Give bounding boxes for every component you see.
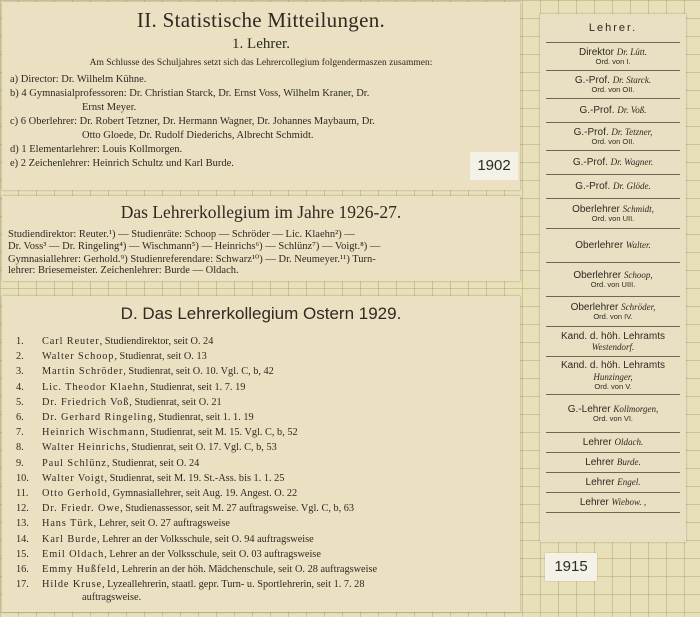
cell-subtitle: Ord. von V.	[594, 382, 632, 392]
teacher-details: , Studienrat, seit 1. 7. 19	[144, 381, 246, 393]
list-item	[16, 397, 222, 408]
table-cell	[546, 228, 680, 263]
clipping-1902-heading: II. Statistische Mitteilungen.	[136, 8, 386, 32]
cell-name: Burde.	[616, 457, 641, 468]
cell-name: Hunzinger,	[593, 371, 633, 382]
staff-line: Gymnasiallehrer: Gerhold.⁹) Studienreferendare: Schwarz¹⁰) — Dr. Neumeyer.¹¹) Turn-	[8, 254, 376, 265]
cell-title: G.-Prof.	[575, 181, 611, 193]
teacher-name: Lic. Theodor Klaehn	[42, 381, 145, 393]
item-number: 17.	[16, 579, 29, 591]
list-item	[16, 488, 297, 499]
cell-title: Oberlehrer	[570, 301, 619, 313]
item-number: 14.	[16, 533, 29, 545]
teacher-name: Dr. Gerhard Ringeling	[42, 412, 154, 423]
item-number: 5.	[16, 396, 24, 408]
cell-name: Schröder,	[621, 301, 656, 312]
teacher-name: Walter Schoop	[42, 351, 115, 363]
teacher-details: , Gymnasiallehrer, seit Aug. 19. Angest. O. 22	[107, 488, 298, 499]
table-cell	[546, 452, 680, 473]
cell-name: Westendorf.	[591, 342, 635, 352]
table-cell	[546, 356, 680, 395]
staff-line: b) 4 Gymnasialprofessoren: Dr. Christian Starck, Dr. Ernst Voss, Wilhelm Kraner, Dr.	[10, 88, 370, 99]
teacher-details: , Studienrat, seit O. 21	[129, 396, 222, 408]
staff-line: e) 2 Zeichenlehrer: Heinrich Schultz und Karl Burde.	[10, 158, 234, 169]
teacher-name: Emil Oldach	[42, 548, 105, 560]
item-number: 7.	[16, 427, 24, 439]
teacher-details: , Studienrat, seit O. 24	[106, 457, 200, 469]
list-item	[16, 336, 213, 347]
table-cell	[546, 198, 680, 229]
list-item	[16, 564, 377, 575]
clipping-1926-27	[2, 196, 520, 281]
list-item	[16, 518, 230, 529]
teacher-name: Karl Burde	[42, 533, 98, 545]
cell-name: Engel.	[617, 477, 641, 488]
cell-name: Dr. Lütt.	[616, 46, 648, 57]
teacher-details: , Studienrat, seit O. 13	[114, 351, 207, 363]
cell-subtitle: Ord. von VI.	[592, 414, 634, 424]
cell-subtitle: Ord. von I.	[595, 57, 631, 67]
cell-title: Lehrer	[579, 497, 609, 509]
staff-line: Otto Gloede, Dr. Rudolf Diederichs, Albrecht Schmidt.	[82, 130, 314, 141]
staff-line: c) 6 Oberlehrer: Dr. Robert Tetzner, Dr. Hermann Wagner, Dr. Johannes Maybaum, Dr.	[10, 116, 375, 127]
item-number: 9.	[16, 457, 24, 469]
item-number: 4.	[16, 381, 24, 393]
clipping-1902	[2, 2, 520, 190]
teacher-details: , Lyzeallehrerin, staatl. gepr. Turn- u. Sportlehrerin, seit 1. 7. 28	[101, 579, 365, 591]
cell-subtitle: Ord. von OII.	[591, 137, 635, 147]
cell-title: Kand. d. höh. Lehramts	[561, 360, 665, 372]
clipping-1929-heading: D. Das Lehrerkollegium Ostern 1929.	[120, 304, 402, 323]
cell-name: Kollmorgen,	[613, 403, 659, 414]
item-number: 15.	[16, 548, 29, 560]
cell-title: G.-Prof.	[579, 105, 615, 117]
item-number: 11.	[16, 488, 29, 499]
list-item	[16, 351, 207, 362]
item-number: 16.	[16, 564, 29, 575]
cell-title: Kand. d. höh. Lehramts	[561, 330, 665, 342]
table-cell	[546, 98, 680, 123]
list-continuation: auftragsweise.	[82, 592, 142, 603]
cell-subtitle: Ord. von OII.	[591, 85, 635, 95]
cell-name: Schmidt,	[622, 203, 654, 214]
cell-name: Dr. Wagner.	[610, 157, 654, 168]
teacher-name: Martin Schröder	[42, 366, 124, 378]
teacher-name: Walter Voigt	[42, 472, 105, 484]
year-label-1915: 1915	[545, 553, 597, 581]
teacher-name: Walter Heinrichs	[42, 442, 127, 454]
list-item	[16, 534, 314, 545]
teacher-details: , Studienrat, seit M. 19. St.-Ass. bis 1. 1. 25	[104, 472, 285, 484]
teacher-name: Emmy Hußfeld	[42, 564, 117, 575]
table-cell	[546, 70, 680, 99]
item-number: 13.	[16, 518, 29, 530]
teacher-details: , Lehrerin an der höh. Mädchenschule, seit O. 28 auftragsweise	[116, 564, 378, 575]
teacher-details: , Studienrat, seit O. 10. Vgl. C, b, 42	[123, 366, 274, 378]
list-item	[16, 549, 321, 560]
list-item	[16, 366, 274, 377]
table-cell	[546, 492, 680, 513]
cell-title: G.-Prof.	[572, 157, 608, 169]
teacher-name: Hans Türk	[42, 518, 94, 530]
teacher-details: , Lehrer, seit O. 27 auftragsweise	[93, 518, 230, 530]
cell-title: Lehrer	[582, 437, 612, 449]
list-item	[16, 503, 354, 514]
cell-title: Lehrer	[585, 457, 615, 469]
cell-name: Dr. Glöde.	[613, 181, 651, 192]
list-item	[16, 579, 364, 590]
cell-name: Oldach.	[614, 437, 644, 448]
teacher-details: , Studienrat, seit M. 15. Vgl. C, b, 52	[145, 427, 298, 439]
cell-title: Lehrer	[585, 477, 615, 489]
cell-title: Oberlehrer	[572, 203, 620, 215]
cell-subtitle: Ord. von UIII.	[590, 280, 636, 290]
teacher-details: , Studienrat, seit O. 17. Vgl. C, b, 53	[126, 442, 277, 454]
cell-name: Wiebow. ,	[611, 497, 647, 508]
item-number: 12.	[16, 503, 29, 515]
list-item	[16, 382, 245, 393]
table-cell	[546, 472, 680, 493]
item-number: 3.	[16, 366, 24, 378]
table-cell	[546, 150, 680, 175]
clipping-1929	[2, 296, 520, 612]
list-item	[16, 473, 284, 484]
teacher-name: Carl Reuter	[42, 336, 100, 347]
staff-line: Dr. Voss³ — Dr. Ringeling⁴) — Wischmann⁵) — Heinrichs⁶) — Schlünz⁷) — Voigt.⁸) —	[8, 241, 381, 252]
clipping-1915	[540, 14, 686, 542]
teacher-name: Otto Gerhold	[42, 488, 108, 499]
cell-title: G.-Prof.	[573, 126, 609, 138]
teacher-details: , Studiendirektor, seit O. 24	[99, 336, 214, 347]
staff-line: d) 1 Elementarlehrer: Louis Kollmorgen.	[10, 144, 183, 155]
teacher-details: , Lehrer an der Volksschule, seit O. 94 auftragsweise	[97, 533, 314, 545]
list-item	[16, 412, 254, 423]
cell-title: Direktor	[578, 46, 614, 58]
list-item	[16, 427, 298, 438]
table-cell	[546, 262, 680, 297]
cell-name: Dr. Voß.	[617, 105, 647, 116]
teacher-details: , Lehrer an der Volksschule, seit O. 03 auftragsweise	[104, 548, 321, 560]
teacher-details: , Studienrat, seit 1. 1. 19	[153, 412, 254, 423]
clipping-1902-intro: Am Schlusse des Schuljahres setzt sich das Lehrercollegium folgendermaszen zusammen:	[89, 58, 433, 68]
item-number: 6.	[16, 412, 24, 423]
table-cell	[546, 296, 680, 327]
table-cell	[546, 432, 680, 453]
cell-title: G.-Prof.	[574, 74, 610, 86]
clipping-1926-heading: Das Lehrerkollegium im Jahre 1926-27.	[120, 202, 402, 222]
table-bottom-rule	[546, 512, 680, 513]
table-cell	[546, 42, 680, 71]
staff-line: lehrer: Briesemeister. Zeichenlehrer: Burde — Oldach.	[8, 265, 239, 276]
cell-name: Dr. Starck.	[612, 74, 652, 85]
column-header: Lehrer.	[588, 22, 638, 34]
cell-title: Oberlehrer	[575, 240, 624, 252]
item-number: 10.	[16, 472, 29, 484]
cell-subtitle: Ord. von IV.	[593, 312, 633, 322]
table-cell	[546, 326, 680, 357]
staff-line: Studiendirektor: Reuter.¹) — Studienräte: Schoop — Schröder — Lic. Klaehn²) —	[8, 229, 355, 240]
list-item	[16, 442, 277, 453]
cell-subtitle: Ord. von UII.	[591, 214, 635, 224]
teacher-name: Hilde Kruse	[42, 579, 102, 591]
teacher-name: Paul Schlünz	[42, 457, 107, 469]
item-number: 8.	[16, 442, 24, 454]
teacher-name: Dr. Friedr. Owe	[42, 503, 121, 515]
teacher-name: Dr. Friedrich Voß	[42, 396, 130, 408]
cell-name: Walter.	[625, 240, 651, 251]
year-label-1902: 1902	[470, 152, 518, 180]
clipping-1902-subheading: 1. Lehrer.	[232, 36, 290, 52]
cell-name: Dr. Tetzner,	[611, 126, 653, 137]
item-number: 2.	[16, 351, 24, 363]
cell-title: G.-Lehrer	[567, 403, 611, 415]
cell-title: Oberlehrer	[573, 269, 622, 281]
table-cell	[546, 122, 680, 151]
staff-line: Ernst Meyer.	[82, 102, 137, 113]
table-cell	[546, 394, 680, 433]
table-cell	[546, 174, 680, 199]
cell-name: Schoop,	[623, 269, 653, 280]
item-number: 1.	[16, 336, 24, 347]
list-item	[16, 458, 199, 469]
teacher-name: Heinrich Wischmann	[42, 427, 146, 439]
teacher-details: , Studienassessor, seit M. 27 auftragsweise. Vgl. C, b, 63	[120, 503, 355, 515]
staff-line: a) Director: Dr. Wilhelm Kühne.	[10, 74, 147, 85]
